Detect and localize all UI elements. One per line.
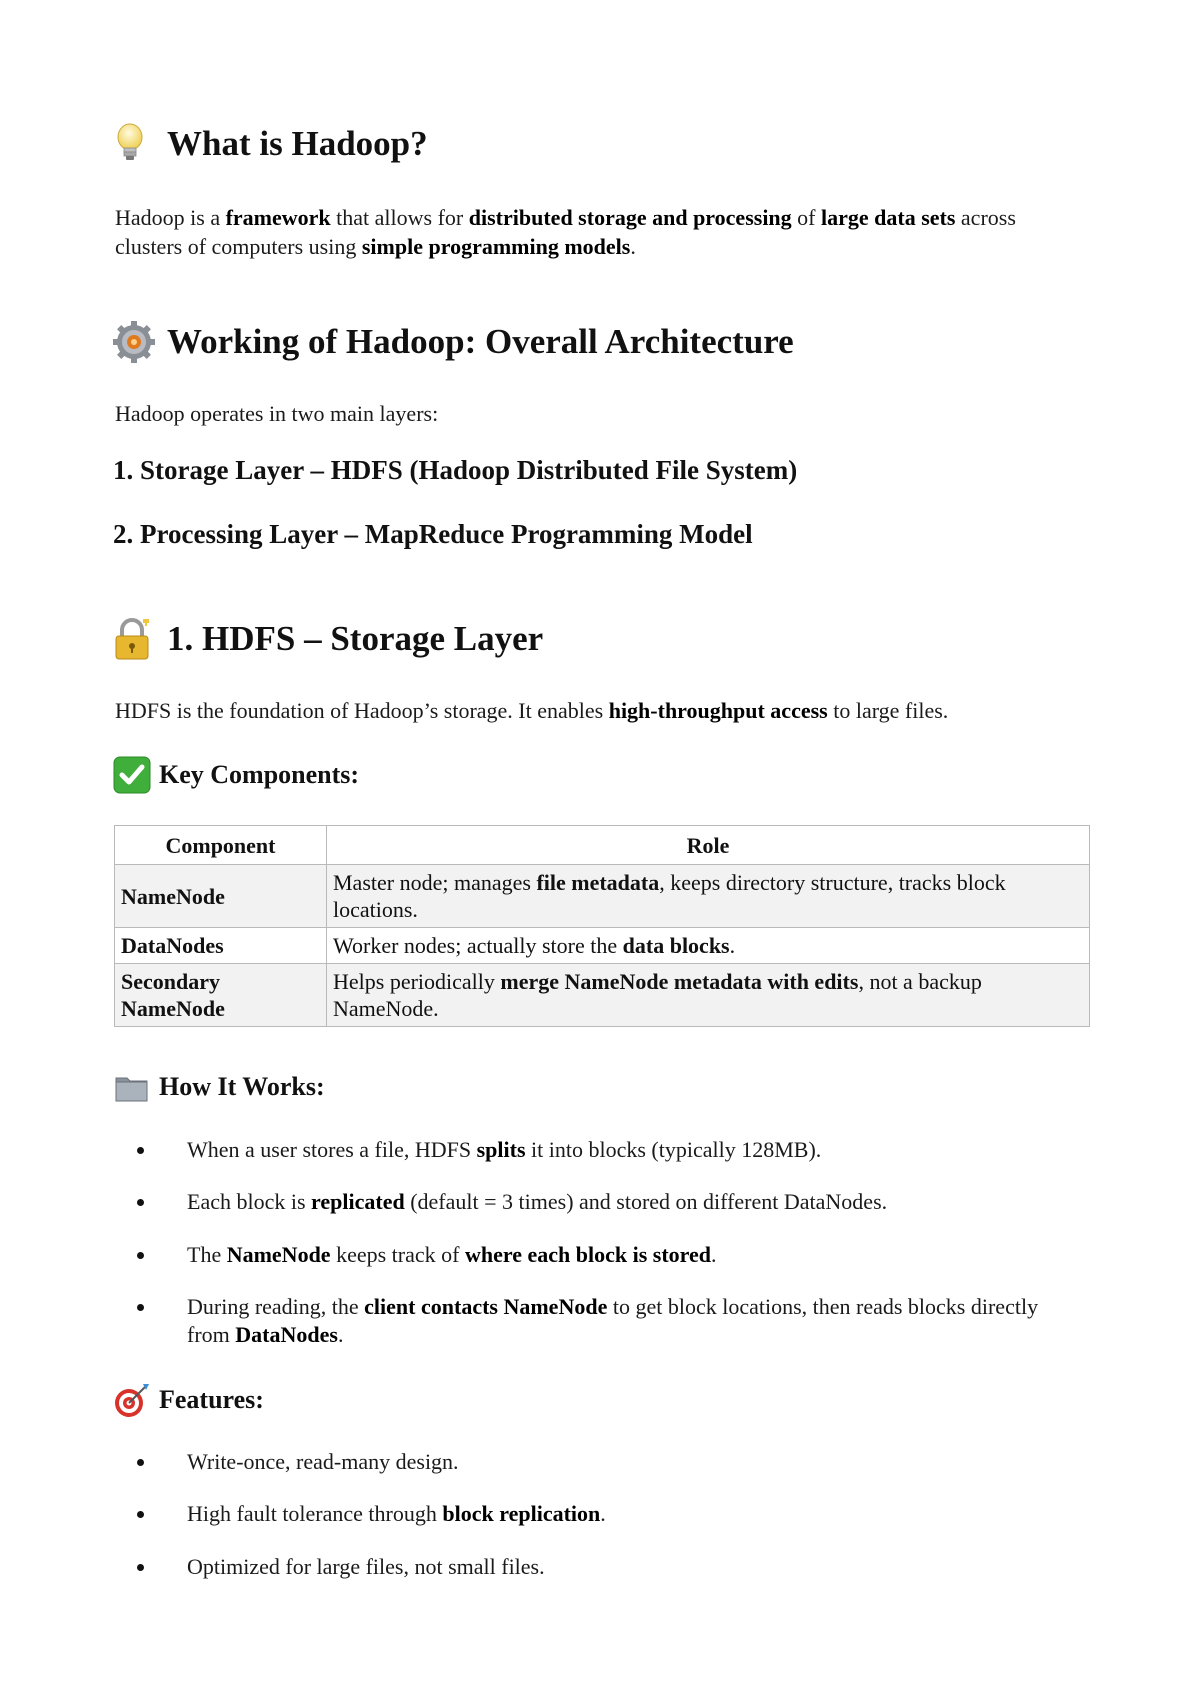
text: The xyxy=(187,1242,227,1267)
text: Master node; manages xyxy=(333,870,537,895)
bold-text: file metadata xyxy=(536,870,660,895)
bold-text: framework xyxy=(225,205,331,230)
bold-text: where each block is stored xyxy=(464,1242,712,1267)
text: . xyxy=(337,1322,344,1347)
bold-text: distributed storage and processing xyxy=(468,205,792,230)
text: Optimized for large files, not small files. xyxy=(187,1554,545,1579)
text: that allows for xyxy=(330,205,469,230)
section-title: 1. HDFS – Storage Layer xyxy=(167,619,544,658)
section-title: Working of Hadoop: Overall Architecture xyxy=(167,322,794,361)
bullet xyxy=(137,1147,144,1154)
list-item xyxy=(115,1241,1075,1269)
heading-key-components xyxy=(113,756,359,794)
bullet xyxy=(137,1511,144,1518)
text: HDFS is the foundation of Hadoop’s storage. It enables xyxy=(115,698,609,723)
bold-text: DataNodes xyxy=(235,1322,338,1347)
text: High fault tolerance through xyxy=(187,1501,443,1526)
paragraph-hadoop-definition xyxy=(115,203,1075,261)
list-item xyxy=(115,1448,1075,1476)
text: of xyxy=(791,205,821,230)
role-cell xyxy=(327,865,1090,928)
text: Each block is xyxy=(187,1189,312,1214)
bold-text: simple programming models xyxy=(361,234,631,259)
bullet xyxy=(137,1199,144,1206)
text: , not a backup NameNode. xyxy=(333,969,982,1021)
text: When a user stores a file, HDFS xyxy=(187,1137,477,1162)
component-cell: NameNode xyxy=(115,865,327,928)
text: Worker nodes; actually store the xyxy=(333,933,623,958)
text: Write-once, read-many design. xyxy=(187,1449,459,1474)
bold-text: data blocks xyxy=(622,933,730,958)
table-header-row xyxy=(115,826,1090,865)
list-item xyxy=(115,1136,1075,1164)
bullet xyxy=(137,1564,144,1571)
text: . xyxy=(630,234,636,259)
subsection-title: How It Works: xyxy=(159,1072,325,1101)
folder-icon xyxy=(113,1068,151,1106)
bullet xyxy=(137,1459,144,1466)
text: . xyxy=(600,1501,606,1526)
column-header: Role xyxy=(327,826,1090,865)
list-item xyxy=(115,1188,1075,1216)
text: Hadoop is a xyxy=(115,205,226,230)
lightbulb-icon xyxy=(113,122,155,166)
processing-layer-heading: 2. Processing Layer – MapReduce Programming Model xyxy=(113,519,753,549)
text: . xyxy=(711,1242,717,1267)
bullet xyxy=(137,1252,144,1259)
text: it into blocks (typically 128MB). xyxy=(525,1137,822,1162)
paragraph-two-layers: Hadoop operates in two main layers: xyxy=(115,401,439,426)
role-cell xyxy=(327,964,1090,1027)
bold-text: merge NameNode metadata with edits xyxy=(500,969,859,994)
text: to get block locations, then reads blocks directly from xyxy=(187,1294,1039,1347)
components-table xyxy=(114,825,1090,1027)
text: During reading, the xyxy=(187,1294,365,1319)
table-row xyxy=(115,865,1090,928)
check-icon xyxy=(113,756,151,794)
target-icon xyxy=(113,1381,151,1419)
subsection-title: Features: xyxy=(159,1385,264,1414)
list-item xyxy=(115,1553,1075,1581)
heading-working-of-hadoop xyxy=(113,320,794,364)
heading-what-is-hadoop xyxy=(113,122,428,166)
bold-text: large data sets xyxy=(821,205,956,230)
role-cell xyxy=(327,928,1090,964)
bold-text: splits xyxy=(476,1137,526,1162)
text: (default = 3 times) and stored on different DataNodes. xyxy=(404,1189,888,1214)
heading-features xyxy=(113,1381,264,1419)
lock-icon xyxy=(113,617,155,661)
text: keeps track of xyxy=(330,1242,465,1267)
text: . xyxy=(729,933,736,958)
table-row xyxy=(115,928,1090,964)
bold-text: high-throughput access xyxy=(608,698,828,723)
storage-layer-heading: 1. Storage Layer – HDFS (Hadoop Distributed File System) xyxy=(113,455,798,485)
component-cell: DataNodes xyxy=(115,928,327,964)
text: , keeps directory structure, tracks block locations. xyxy=(333,870,1006,922)
bold-text: NameNode xyxy=(226,1242,331,1267)
column-header: Component xyxy=(115,826,327,865)
bold-text: replicated xyxy=(311,1189,405,1214)
heading-how-it-works xyxy=(113,1068,325,1106)
table-row xyxy=(115,964,1090,1027)
gear-icon xyxy=(113,320,155,364)
section-title: What is Hadoop? xyxy=(167,124,428,163)
text: to large files. xyxy=(827,698,949,723)
paragraph-hdfs-foundation xyxy=(115,696,1075,725)
list-item xyxy=(115,1293,1075,1349)
component-cell: Secondary NameNode xyxy=(115,964,327,1027)
bold-text: block replication xyxy=(442,1501,601,1526)
text: Helps periodically xyxy=(333,969,501,994)
bullet xyxy=(137,1304,144,1311)
heading-hdfs-storage-layer xyxy=(113,617,543,661)
subsection-title: Key Components: xyxy=(159,760,360,789)
text: across clusters of computers using xyxy=(115,205,1016,259)
bold-text: client contacts NameNode xyxy=(364,1294,608,1319)
list-item xyxy=(115,1500,1075,1528)
